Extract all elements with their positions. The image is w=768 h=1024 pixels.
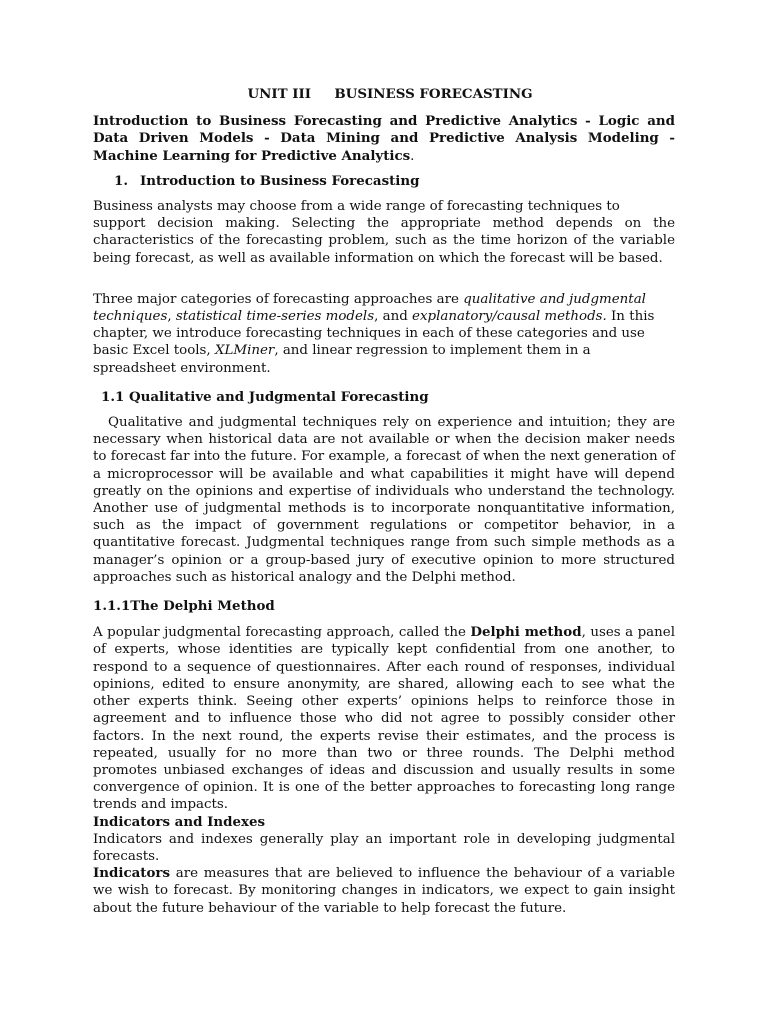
section-1-title: Introduction to Business Forecasting: [140, 172, 420, 189]
section-1-paragraph-1-rest: support decision making. Selecting the appropriate method depends on the characteristics of the forecasting problem, such as the time horizon of the variable being forecast, as well as available information on which the forecast will be based.: [93, 216, 675, 266]
section-1-1-1-heading: 1.1.1The Delphi Method: [93, 598, 275, 615]
unit-topics-text: Introduction to Business Forecasting and Predictive Analytics - Logic and Data Driven Models - Data Mining and Predictive Analysis Modeling - Machine Learning for Predictive Analytics: [93, 113, 675, 164]
para2-emphasis-2: statistical time-series models: [175, 309, 375, 325]
unit-topics: [93, 113, 675, 165]
indicators-text: are measures that are believed to influence the behaviour of a variable we wish to forecast. By monitoring changes in indicators, we expect to gain insight about the future behaviour of the variable to help forecast the future.: [93, 866, 675, 916]
para2-text-2: ,: [167, 309, 176, 325]
para2-emphasis-1: qualitative and judgmental techniques: [93, 291, 646, 325]
unit-topics-end: .: [410, 148, 415, 164]
para2-emphasis-3: explanatory/causal methods.: [412, 309, 607, 325]
section-1-paragraph-1-line-1: Business analysts may choose from a wide range of forecasting techniques to: [93, 199, 620, 215]
section-1-number: 1.: [114, 172, 128, 189]
para2-text-4: In this chapter, we introduce forecasting techniques in each of these categories and use basic Excel tools,: [93, 309, 655, 359]
indicators-bold-term: Indicators: [93, 865, 170, 882]
section-1-paragraph-1: [93, 198, 675, 267]
delphi-bold-term: Delphi method: [470, 624, 582, 641]
document-page: [93, 86, 675, 917]
section-1-1-heading: 1.1 Qualitative and Judgmental Forecasting: [101, 388, 429, 405]
para2-text-5: , and linear regression to implement them in a spreadsheet environment.: [93, 343, 591, 376]
delphi-text-2: , uses a panel of experts, whose identities are typically kept confidential from one another, to respond to a sequence of questionnaires. After each round of responses, individual opinions, edited to ensure anonymity, are shared, allowing each to see what the other experts think. Seeing other experts’ opinions helps to reinforce those in agreement and to influence those who did not agree to possibly consider other factors. In the next round, the experts revise their estimates, and the process is repeated, usually for no more than two or three rounds. The Delphi method promotes unbiased exchanges of ideas and discussion and usually results in some convergence of opinion. It is one of the better approaches to forecasting long range trends and impacts.: [93, 625, 675, 813]
section-1-paragraph-2: [93, 291, 675, 377]
unit-title: UNIT III BUSINESS FORECASTING: [247, 86, 533, 102]
indicators-heading: Indicators and Indexes: [93, 813, 266, 830]
delphi-paragraph: [93, 624, 675, 813]
para2-emphasis-4: XLMiner: [214, 343, 275, 359]
indicators-paragraph-1: Indicators and indexes generally play an important role in developing judgmental forecasts.: [93, 831, 675, 864]
section-1-1-paragraph: Qualitative and judgmental techniques rely on experience and intuition; they are necessary when historical data are not available or when the decision maker needs to forecast far into the future. For example, a forecast of when the next generation of a microprocessor will be available and what capabilities it might have will depend greatly on the opinions and expertise of individuals who understand the technology. Another use of judgmental methods is to incorporate nonquantitative information, such as the impact of government regulations or competitor behavior, in a quantitative forecast. Judgmental techniques range from such simple methods as a manager’s opinion or a group-based jury of executive opinion to more structured approaches such as historical analogy and the Delphi method.: [93, 415, 675, 585]
delphi-text-1: A popular judgmental forecasting approach, called the: [93, 625, 471, 641]
para2-text-3: , and: [374, 309, 413, 325]
para2-text-1: Three major categories of forecasting approaches are: [93, 291, 464, 307]
section-1-heading: [114, 173, 675, 190]
indicators-paragraph-2: [93, 865, 675, 917]
